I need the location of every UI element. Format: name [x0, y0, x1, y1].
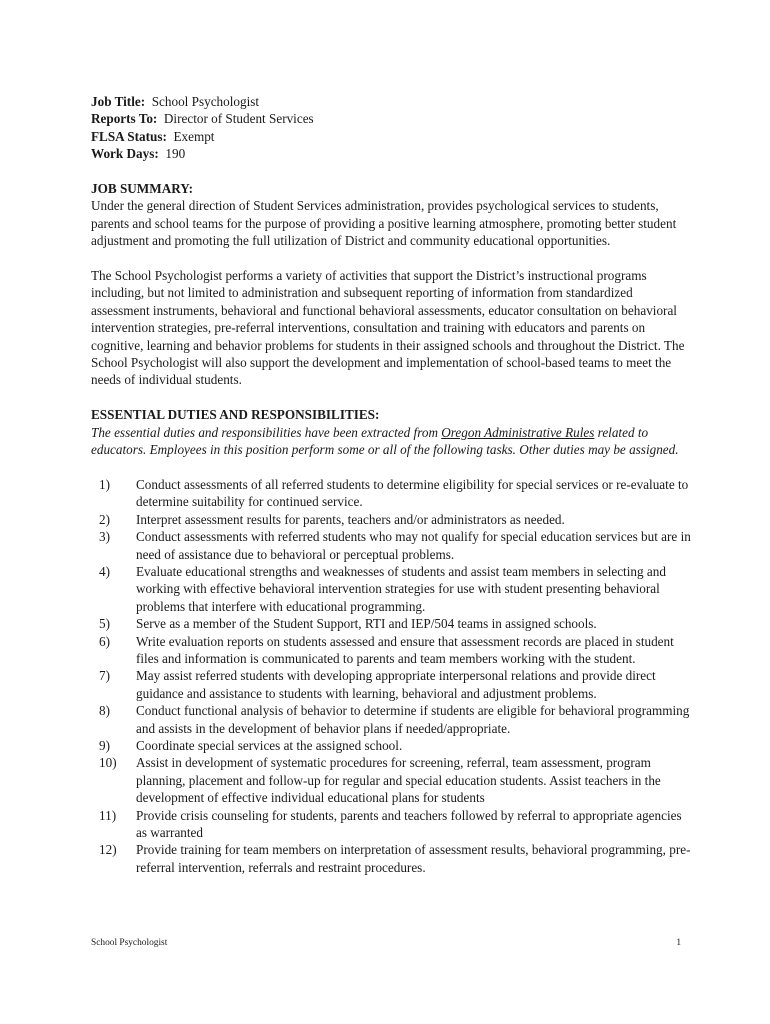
duty-item: [99, 737, 691, 754]
duty-text: Conduct assessments of all referred students to determine eligibility for special services or re-evaluate to determine suitability for continued service.: [136, 476, 689, 510]
job-title-row: [91, 93, 691, 110]
job-title-value: School Psychologist: [151, 94, 260, 109]
duty-item: [99, 841, 691, 876]
duty-item: [99, 563, 691, 615]
spacer: [91, 163, 691, 180]
duty-item: [99, 807, 691, 842]
duty-item: [99, 667, 691, 702]
page-number: 1: [676, 938, 681, 948]
duties-intro: [91, 424, 691, 459]
duty-text: Interpret assessment results for parents, teachers and/or administrators as needed.: [136, 511, 565, 527]
duty-number: 11): [99, 807, 117, 823]
spacer: [91, 458, 691, 475]
duty-text: Provide crisis counseling for students, parents and teachers followed by referral to appropriate agencies as warranted: [136, 807, 682, 840]
duty-text: Write evaluation reports on students assessed and ensure that assessment records are placed in student files and information is communicated to parents and team members working with the student.: [136, 633, 674, 666]
work-days-value: 190: [165, 146, 186, 162]
duties-list: [99, 476, 691, 876]
duty-text: Evaluate educational strengths and weaknesses of students and assist team members in selecting and working with effective behavioral intervention strategies for use with student presenting behavioral problems that interfere with educational programming.: [136, 563, 666, 614]
job-title-label: Job Title:: [91, 94, 146, 109]
duty-text: Assist in development of systematic procedures for screening, referral, team assessment, program planning, placement and follow-up for regular and special education students. Assist teachers in the development of effective individual educational plans for students: [136, 755, 661, 806]
duty-text: Coordinate special services at the assigned school.: [136, 737, 403, 753]
duty-number: 5): [99, 616, 110, 632]
duty-text: Conduct functional analysis of behavior to determine if students are eligible for behavioral programming and assists in the development of behavior plans if needed/appropriate.: [136, 703, 690, 736]
duty-text: Serve as a member of the Student Support, RTI and IEP/504 teams in assigned schools.: [136, 616, 597, 632]
duty-number: 3): [99, 529, 110, 545]
reports-to-value: Director of Student Services: [163, 111, 314, 127]
duty-text: Conduct assessments with referred students who may not qualify for special education services but are in need of assistance due to behavioral or perceptual problems.: [136, 529, 691, 562]
work-days-label: Work Days:: [91, 146, 159, 162]
duty-number: 8): [99, 703, 110, 719]
duty-item: [99, 702, 691, 737]
duty-number: 12): [99, 842, 117, 858]
flsa-status-label: FLSA Status:: [91, 128, 167, 144]
duty-item: [99, 615, 691, 632]
job-summary-paragraph-2: The School Psychologist performs a variety of activities that support the District’s instructional programs including, but not limited to administration and subsequent reporting of information from standardized assessment instruments, behavioral and functional behavioral assessments, educator consultation on behavioral intervention strategies, pre-referral interventions, consultation and training with educators and parents on cognitive, learning and behavior problems for students in their assigned schools and throughout the District. The School Psychologist will also support the development and implementation of school-based teams to meet the needs of individual students.: [91, 268, 685, 388]
duty-number: 9): [99, 737, 110, 753]
flsa-status-row: [91, 128, 691, 145]
duty-item: [99, 476, 691, 511]
duty-item: [99, 754, 691, 806]
spacer: [91, 389, 691, 406]
reports-to-label: Reports To:: [91, 111, 158, 127]
duty-number: 6): [99, 633, 110, 649]
duties-heading: ESSENTIAL DUTIES AND RESPONSIBILITIES:: [91, 407, 380, 423]
footer-title: School Psychologist: [91, 938, 168, 948]
document-body: [91, 93, 691, 876]
oregon-administrative-rules-link[interactable]: Oregon Administrative Rules: [441, 424, 595, 440]
job-summary-paragraph-1: Under the general direction of Student Services administration, provides psychological services to students, parents and school teams for the purpose of providing a positive learning atmosphere, promoting better student adjustment and promoting the full utilization of District and community educational opportunities.: [91, 198, 677, 249]
duties-intro-text-after: related to educators. Employees in this position perform some or all of the following tasks. Other duties may be assigned.: [91, 424, 679, 458]
duty-item: [99, 528, 691, 563]
duty-number: 1): [99, 476, 110, 492]
work-days-row: [91, 145, 691, 162]
duty-number: 10): [99, 755, 117, 771]
reports-to-row: [91, 110, 691, 127]
duty-item: [99, 633, 691, 668]
spacer: [91, 250, 691, 267]
duty-number: 7): [99, 668, 110, 684]
duty-text: May assist referred students with developing appropriate interpersonal relations and provide direct guidance and assistance to students with learning, behavioral and adjustment problems.: [136, 668, 656, 701]
duty-text: Provide training for team members on interpretation of assessment results, behavioral programming, pre-referral intervention, referrals and restraint procedures.: [136, 842, 691, 875]
duty-number: 4): [99, 563, 110, 579]
duties-intro-text-before: The essential duties and responsibilities have been extracted from: [91, 424, 442, 440]
job-summary-heading: JOB SUMMARY:: [91, 181, 193, 197]
duty-number: 2): [99, 511, 110, 527]
duty-item: [99, 511, 691, 528]
flsa-status-value: Exempt: [173, 128, 215, 144]
